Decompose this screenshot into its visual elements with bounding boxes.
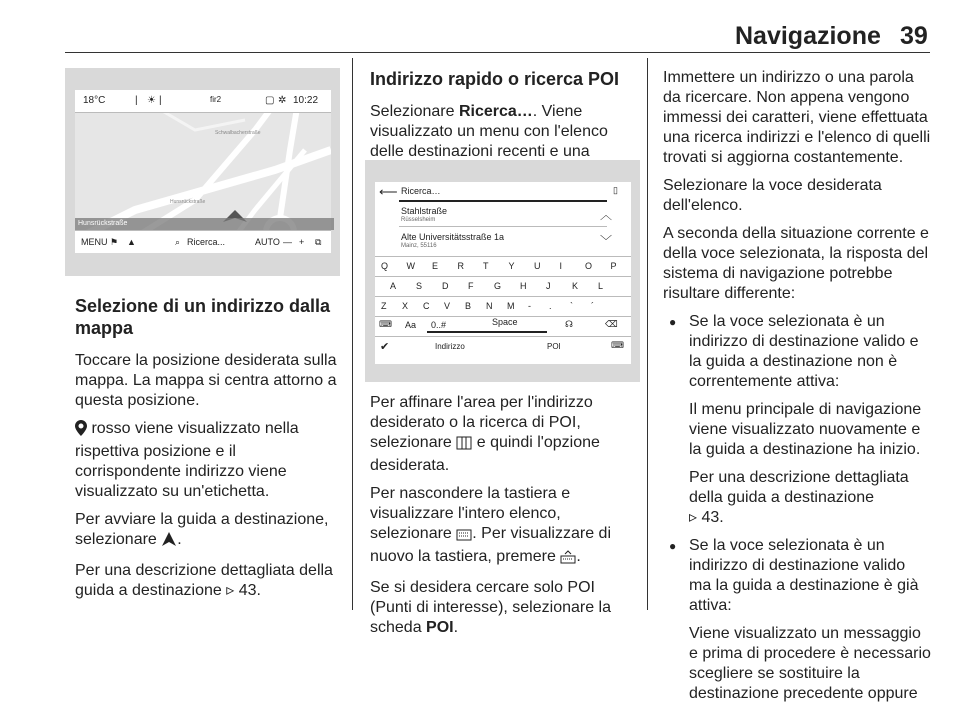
column-divider-2 bbox=[647, 58, 648, 610]
keyboard-key[interactable]: F bbox=[468, 281, 474, 291]
map-road-label-2: Schwalbacherstraße bbox=[215, 130, 261, 136]
scroll-down-icon[interactable]: ﹀ bbox=[600, 234, 613, 248]
keyboard-key[interactable]: E bbox=[432, 261, 439, 271]
keyboard-row-3 bbox=[375, 299, 631, 315]
reference-arrow-icon: ▹ bbox=[689, 509, 698, 526]
flag-icon[interactable]: ⚑ bbox=[110, 237, 119, 247]
auto-zoom-button[interactable]: AUTO bbox=[255, 237, 280, 247]
paragraph-poi-search: Se si desidera cercare solo POI (Punti di interesse), selezionare la scheda POI. bbox=[370, 579, 612, 636]
keyboard-key[interactable]: . bbox=[549, 301, 552, 311]
bullet-guidance-inactive: ● Se la voce selezionata è un indirizzo di destinazione valido e la guida a destinazione non è correntemente attiva: bbox=[663, 312, 931, 392]
keyboard-key[interactable]: R bbox=[457, 261, 464, 271]
page-section-title: Navigazione bbox=[735, 22, 881, 50]
map-road-label-1: Hunsrückstraße bbox=[170, 199, 206, 205]
keyboard-key[interactable]: D bbox=[442, 281, 449, 291]
navigate-arrow-icon bbox=[161, 531, 177, 553]
zoom-out-icon[interactable]: — bbox=[283, 237, 292, 247]
confirm-check-icon[interactable]: ✔ bbox=[380, 341, 390, 353]
back-arrow-icon[interactable]: ⟵ bbox=[379, 184, 398, 199]
paragraph-start-guidance: Per avviare la guida a destinazione, selezionare . bbox=[75, 510, 343, 553]
keyboard-row-1 bbox=[375, 259, 631, 275]
settings-icon[interactable]: ✲ bbox=[278, 95, 287, 106]
menu-button[interactable]: MENU bbox=[81, 237, 108, 247]
bullet-sub-message: Viene visualizzato un messaggio e prima di procedere è necessario scegliere se sostituire la destinazione precedente oppure bbox=[689, 625, 931, 702]
voice-icon[interactable]: ☊ bbox=[565, 319, 573, 329]
keyboard-row-2 bbox=[375, 279, 631, 295]
tab-address[interactable]: Indirizzo bbox=[435, 342, 465, 351]
keyboard-key[interactable]: J bbox=[546, 281, 551, 291]
bullet-sub-guidance-ref: Per una descrizione dettagliata della guida a destinazione ▹ 43. bbox=[689, 469, 909, 526]
paragraph-hide-keyboard: Per nascondere la tastiera e visualizzare l'intero elenco, selezionare . Per visualizzare di nuovo la tastiera, premere . bbox=[370, 484, 638, 570]
bullet-sub-main-menu: Il menu principale di navigazione viene visualizzato nuovamente e la guida a destinazione ha inizio. bbox=[689, 401, 922, 458]
paragraph-select-entry: Selezionare la voce desiderata dell'elenco. bbox=[663, 177, 882, 214]
case-key[interactable]: Aa bbox=[405, 320, 417, 330]
keyboard-key[interactable]: C bbox=[423, 301, 430, 311]
result-subtitle: Mainz, 55116 bbox=[401, 243, 437, 249]
weather-icon: ☀ bbox=[147, 95, 156, 106]
paragraph-refine-area: Per affinare l'area per l'indirizzo desiderato o la ricerca di POI, selezionare e quindi l'opzione desiderata. bbox=[370, 394, 600, 474]
keyboard-key[interactable]: M bbox=[507, 301, 515, 311]
heading-select-address-map: Selezione di un indirizzo dalla mappa bbox=[75, 296, 331, 338]
keyboard-key[interactable]: Y bbox=[508, 261, 515, 271]
keyboard-key[interactable]: ´ bbox=[591, 301, 594, 311]
space-key[interactable]: Space bbox=[492, 317, 518, 327]
keyboard-key[interactable]: T bbox=[483, 261, 489, 271]
keyboard-key[interactable]: L bbox=[598, 281, 604, 291]
reference-arrow-icon: ▹ bbox=[226, 582, 235, 599]
keyboard-key[interactable]: N bbox=[486, 301, 493, 311]
tab-poi[interactable]: POI bbox=[547, 342, 561, 351]
paragraph-select-search: Selezionare Ricerca…. Viene visualizzato un menu con l'elenco delle destinazioni recenti e una bbox=[370, 103, 608, 160]
keyboard-key[interactable]: K bbox=[572, 281, 579, 291]
hide-keyboard-icon[interactable]: ⌨ bbox=[611, 340, 624, 350]
options-icon[interactable]: ⧉ bbox=[315, 237, 322, 247]
column-divider-1 bbox=[352, 58, 353, 610]
paragraph-guidance-ref: Per una descrizione dettagliata della guida a destinazione ▹ 43. bbox=[75, 562, 333, 599]
map-top-bar: 18°C | ☀ | fir2 ▢ ✲ 10:22 bbox=[75, 90, 331, 113]
heading-quick-address: Indirizzo rapido o ricerca POI bbox=[370, 69, 620, 89]
zoom-in-icon[interactable]: + bbox=[299, 237, 305, 247]
keyboard-key[interactable]: U bbox=[534, 261, 541, 271]
keyboard-key[interactable]: G bbox=[494, 281, 502, 291]
header-rule bbox=[65, 52, 930, 53]
keyboard-key[interactable]: W bbox=[406, 261, 415, 271]
bullet-guidance-active: ● Se la voce selezionata è un indirizzo di destinazione valido ma la guida a destinazione è già attiva: bbox=[663, 536, 931, 616]
keyboard-key[interactable]: V bbox=[444, 301, 451, 311]
keyboard-key[interactable]: Z bbox=[381, 301, 387, 311]
keyboard-key[interactable]: I bbox=[559, 261, 563, 271]
keyboard-screen bbox=[375, 182, 631, 364]
keyboard-key[interactable]: ` bbox=[570, 301, 573, 311]
location-pin-icon bbox=[75, 420, 87, 442]
weather-separator: | bbox=[135, 95, 138, 106]
result-title[interactable]: Stahlstraße bbox=[401, 206, 448, 216]
show-keyboard-icon bbox=[560, 550, 576, 570]
keyboard-key[interactable]: A bbox=[390, 281, 397, 291]
current-street-bar: Hunsrückstraße bbox=[75, 218, 334, 230]
column-1 bbox=[75, 295, 343, 609]
keyboard-key[interactable]: - bbox=[528, 301, 531, 311]
clock: 10:22 bbox=[293, 95, 319, 106]
paragraph-touch-map: Toccare la posizione desiderata sulla mappa. La mappa si centra attorno a questa posizione. bbox=[75, 352, 337, 409]
phone-icon[interactable]: ▢ bbox=[265, 95, 275, 106]
keyboard-key[interactable]: Q bbox=[381, 261, 389, 271]
delete-icon[interactable]: ⌫ bbox=[605, 319, 618, 329]
keyboard-key[interactable]: X bbox=[402, 301, 409, 311]
map-bottom-bar bbox=[75, 230, 331, 253]
paragraph-system-response: A seconda della situazione corrente e della voce selezionata, la risposta del sistema di navigazione potrebbe risultare differente: bbox=[663, 225, 929, 302]
result-title[interactable]: Alte Universitätsstraße 1a bbox=[401, 232, 505, 242]
current-road: fir2 bbox=[210, 95, 222, 104]
keyboard-key[interactable]: S bbox=[416, 281, 423, 291]
keyboard-key[interactable]: H bbox=[520, 281, 527, 291]
numbers-key[interactable]: 0..# bbox=[431, 320, 447, 330]
filter-icon[interactable]: ▯ bbox=[613, 185, 618, 195]
navigate-arrow-icon[interactable]: ▲ bbox=[127, 237, 136, 247]
search-icon[interactable]: ⌕ bbox=[175, 237, 181, 247]
column-3 bbox=[663, 68, 931, 712]
keyboard-key[interactable]: B bbox=[465, 301, 472, 311]
keyboard-key[interactable]: O bbox=[585, 261, 593, 271]
search-button[interactable]: Ricerca... bbox=[187, 237, 226, 247]
paragraph-pin: rosso viene visualizzato nella rispettiva posizione e il corrispondente indirizzo viene visualizzato su un'etichetta. bbox=[75, 420, 299, 500]
paragraph-enter-address: Immettere un indirizzo o una parola da ricercare. Non appena vengono immessi dei caratteri, viene effettuata una ricerca indirizzi e l'elenco di quelli trovati si aggiorna costantemente. bbox=[663, 69, 931, 166]
column-2-bottom bbox=[370, 393, 638, 646]
filter-icon bbox=[456, 436, 472, 456]
temperature: 18°C bbox=[83, 95, 106, 106]
scroll-up-icon[interactable]: ︿ bbox=[600, 208, 613, 222]
keyboard-key[interactable]: P bbox=[610, 261, 617, 271]
keyboard-icon[interactable]: ⌨ bbox=[379, 319, 392, 329]
keyboard-icon bbox=[456, 527, 472, 547]
page-number: 39 bbox=[900, 22, 928, 50]
result-subtitle: Rüsselsheim bbox=[401, 217, 436, 223]
search-field[interactable]: Ricerca… bbox=[401, 186, 441, 196]
